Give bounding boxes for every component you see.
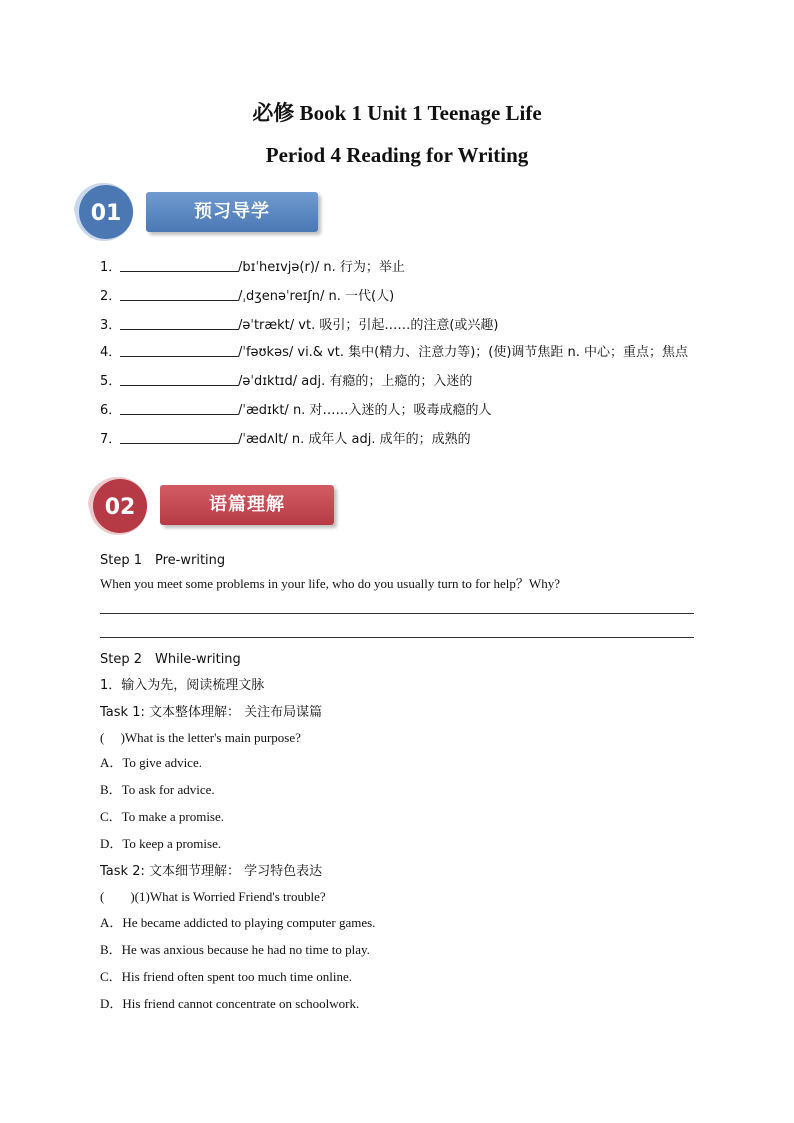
answer-blank[interactable]: [120, 402, 238, 415]
answer-blank[interactable]: [120, 431, 238, 444]
step2-subheading: 1．输入为先，阅读梳理文脉: [100, 678, 265, 693]
option-b[interactable]: B．To ask for advice.: [100, 782, 215, 797]
option-d[interactable]: D．To keep a promise.: [100, 836, 222, 851]
answer-blank[interactable]: [120, 344, 238, 357]
answer-blank[interactable]: [120, 317, 238, 330]
option-b[interactable]: B．He was anxious because he had no time to play.: [100, 942, 370, 957]
vocab-item-3: 3． /əˈtrækt/ vt. 吸引；引起……的注意(或兴趣): [100, 318, 499, 333]
section-01-number: 01: [90, 201, 122, 226]
option-d[interactable]: D．His friend cannot concentrate on schoolwork.: [100, 996, 360, 1011]
vocab-item-7: 7． /ˈædʌlt/ n. 成年人 adj. 成年的；成熟的: [100, 432, 471, 447]
vocab-item-6: 6． /ˈædɪkt/ n. 对……入迷的人；吸毒成瘾的人: [100, 403, 492, 418]
vocab-item-4: 4． /ˈfəʊkəs/ vi.& vt. 集中(精力、注意力等)；(使)调节焦距 n. 中心；重点；焦点: [100, 345, 689, 360]
vocab-item-5: 5． /əˈdɪktɪd/ adj. 有瘾的；上瘾的；入迷的: [100, 374, 473, 389]
section-02-heading: 语篇理解: [160, 485, 334, 525]
answer-blank[interactable]: [120, 373, 238, 386]
section-02-badge-icon: [86, 474, 150, 538]
worksheet-title: 必修 Book 1 Unit 1 Teenage Life: [252, 101, 542, 125]
vocab-item-2: 2． /ˌdʒenəˈreɪʃn/ n. 一代(人): [100, 289, 395, 304]
answer-line[interactable]: [100, 637, 694, 638]
option-a[interactable]: A．He became addicted to playing computer games.: [100, 915, 376, 930]
task2-heading: Task 2: 文本细节理解： 学习特色表达: [100, 864, 323, 879]
answer-blank[interactable]: [120, 259, 238, 272]
option-c[interactable]: C．His friend often spent too much time online.: [100, 969, 353, 984]
answer-blank[interactable]: [120, 288, 238, 301]
option-a[interactable]: A．To give advice.: [100, 755, 202, 770]
question-2: ( )(1)What is Worried Friend's trouble?: [100, 889, 326, 904]
section-01-heading: 预习导学: [146, 192, 318, 232]
step2-label: Step 2 While-writing: [100, 652, 241, 667]
task1-heading: Task 1: 文本整体理解： 关注布局谋篇: [100, 705, 323, 720]
worksheet-subtitle: Period 4 Reading for Writing: [265, 143, 529, 167]
section-02-number: 02: [104, 495, 136, 520]
answer-line[interactable]: [100, 613, 694, 614]
vocab-item-1: 1． /bɪˈheɪvjə(r)/ n. 行为；举止: [100, 260, 405, 275]
question-1: ( )What is the letter's main purpose?: [100, 730, 301, 745]
step1-question: When you meet some problems in your life, who do you usually turn to for help？Why?: [100, 576, 560, 591]
step1-label: Step 1 Pre-writing: [100, 553, 226, 568]
option-c[interactable]: C．To make a promise.: [100, 809, 225, 824]
section-01-badge-icon: [72, 180, 136, 244]
